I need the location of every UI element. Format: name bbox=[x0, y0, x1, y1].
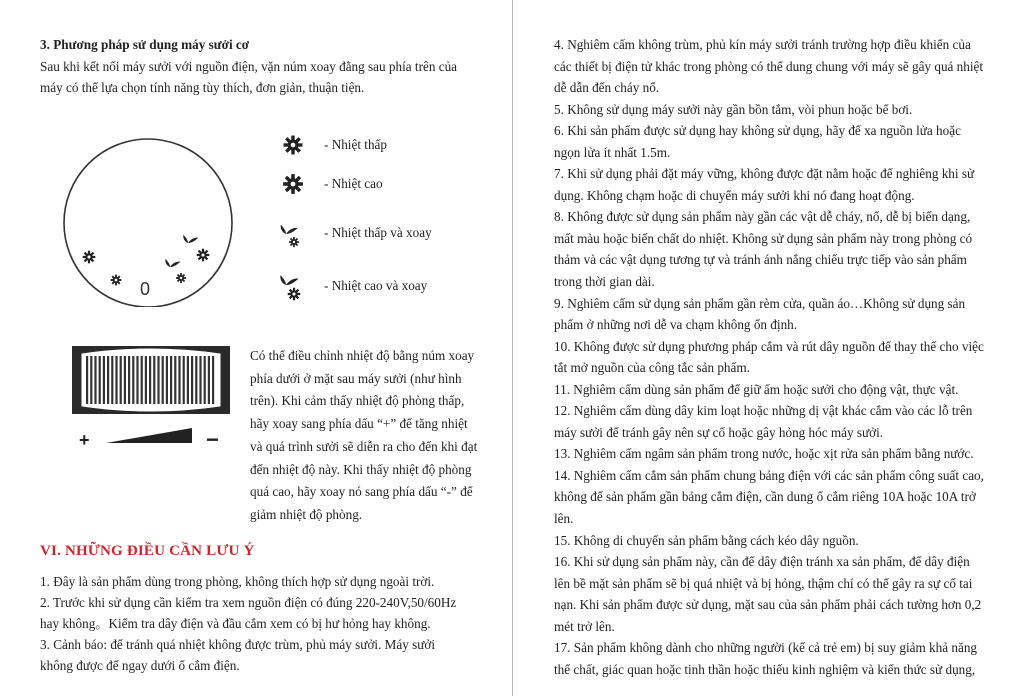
level-wedge bbox=[106, 428, 192, 443]
notes-line: dụng. Không chạm hoặc di chuyển máy sưởi khi nó đang hoạt động. bbox=[554, 187, 915, 203]
knob-ridge bbox=[174, 356, 176, 404]
knob-desc-line: giảm nhiệt độ phòng. bbox=[250, 506, 363, 522]
fan-icon bbox=[183, 235, 198, 243]
knob-ridge bbox=[145, 356, 147, 404]
notes-list-left bbox=[40, 571, 480, 676]
gear-icon bbox=[197, 249, 210, 262]
notes-line: 1. Đây là sản phẩm dùng trong phòng, không thích hợp sử dụng ngoài trời. bbox=[40, 574, 435, 589]
notes-line: mét trở lên. bbox=[554, 618, 615, 634]
knob-desc-line: đến nhiệt độ này. Khi thấy nhiệt độ phòng bbox=[250, 461, 472, 477]
knob-ridge bbox=[149, 356, 151, 404]
knob-ridge bbox=[86, 356, 88, 404]
notes-line: ngọn lửa ít nhất 1.5m. bbox=[554, 144, 671, 160]
notes-line: hay không。Kiểm tra dây điện và đầu cắm xem có bị hư hỏng hay không. bbox=[40, 616, 431, 631]
gear-icon bbox=[111, 275, 122, 286]
knob-ridge bbox=[99, 356, 101, 404]
knob-ridge bbox=[204, 356, 206, 404]
notes-line: dễ dẫn đến cháy nổ. bbox=[554, 80, 660, 96]
notes-line: 3. Cảnh báo: để tránh quá nhiệt không được trùm, phủ máy sưởi. Máy sưởi bbox=[40, 637, 436, 652]
notes-heading: VI. NHỮNG ĐIỀU CẦN LƯU Ý bbox=[40, 543, 255, 559]
notes-line: 5. Không sử dụng máy sưởi này gần bồn tắm, vòi phun hoặc bể bơi. bbox=[554, 101, 913, 117]
notes-line: lên bề mặt sản phẩm sẽ bị quá nhiệt và bị hỏng, thậm chí có thể gây ra sự cố tai bbox=[554, 575, 973, 591]
dial-zero-label: 0 bbox=[140, 279, 151, 299]
notes-line: phẩm ở những nơi dễ va chạm không ổn định. bbox=[554, 317, 798, 333]
notes-line: 17. Sản phẩm không dành cho những người (kể cả trẻ em) bị suy giảm khả năng bbox=[554, 640, 978, 656]
notes-line: mất màu hoặc biến chất do nhiệt. Không sử dụng sản phẩm này trong phòng có bbox=[554, 230, 973, 246]
knob-ridge bbox=[94, 356, 96, 404]
gear-icon bbox=[83, 251, 96, 264]
right-page bbox=[514, 0, 1024, 696]
intro-line: máy có thể lựa chọn tính năng tùy thích, đơn giản, thuận tiện. bbox=[40, 80, 365, 95]
knob-ridge bbox=[107, 356, 109, 404]
knob-ridge bbox=[162, 356, 164, 404]
knob-ridge bbox=[153, 356, 155, 404]
knob-ridge bbox=[191, 356, 193, 404]
notes-line: 6. Khi sản phẩm được sử dụng hay không sử dụng, hãy để xa nguồn lửa hoặc bbox=[554, 123, 961, 139]
fan-gear-icon bbox=[278, 273, 312, 303]
knob-ridge bbox=[178, 356, 180, 404]
legend-label: - Nhiệt cao và xoay bbox=[324, 278, 428, 293]
notes-line: 13. Nghiêm cấm ngâm sản phẩm trong nước, hoặc xịt rửa sản phẩm bằng nước. bbox=[554, 446, 974, 462]
thermostat-knob-diagram bbox=[72, 340, 232, 455]
legend-label: - Nhiệt thấp bbox=[324, 137, 387, 152]
notes-line: thảm và các vật dụng tương tự và tránh ánh nắng chiếu trực tiếp vào sản phẩm bbox=[554, 252, 967, 268]
intro-paragraph bbox=[40, 56, 480, 98]
section-title: 3. Phương pháp sử dụng máy sưởi cơ bbox=[40, 37, 250, 52]
notes-line: 7. Khi sử dụng phải đặt máy vững, không được đặt nằm hoặc để nghiêng khi sử bbox=[554, 166, 975, 182]
notes-list-right bbox=[554, 34, 984, 680]
knob-ridge bbox=[111, 356, 113, 404]
notes-line: 10. Không được sử dụng phương pháp cắm và rút dây nguồn để thay thế cho việc bbox=[554, 338, 984, 354]
plus-sign: + bbox=[79, 430, 90, 450]
notes-line: các thiết bị điện tử khác trong phòng có thể dung chung với máy sẽ gây quá nhiệt bbox=[554, 58, 984, 74]
knob-ridge bbox=[103, 356, 105, 404]
page-divider bbox=[512, 0, 513, 696]
notes-line: máy sưởi để tránh gây nên sự cố hoặc gây hỏng hóc máy sưởi. bbox=[554, 424, 884, 440]
mode-legend bbox=[278, 132, 508, 312]
notes-line: tắt mở nguồn của công tắc sản phẩm. bbox=[554, 360, 750, 376]
legend-label: - Nhiệt thấp và xoay bbox=[324, 225, 432, 240]
knob-ridge bbox=[132, 356, 134, 404]
notes-line: 2. Trước khi sử dụng cần kiểm tra xem nguồn điện có đúng 220-240V,50/60Hz bbox=[40, 595, 457, 610]
fan-icon bbox=[165, 259, 180, 267]
notes-line: 8. Không được sử dụng sản phẩm này gần các vật dễ cháy, nổ, dễ bị biến dạng, bbox=[554, 209, 971, 225]
knob-ridge bbox=[166, 356, 168, 404]
knob-ridge bbox=[212, 356, 214, 404]
gear-icon bbox=[176, 273, 186, 283]
knob-ridge bbox=[90, 356, 92, 404]
knob-desc-line: và quá trình sưởi sẽ diễn ra cho đến khi đạt bbox=[250, 438, 478, 454]
knob-ridge bbox=[170, 356, 172, 404]
knob-ridge bbox=[115, 356, 117, 404]
notes-line: trong thời gian dài. bbox=[554, 274, 655, 290]
knob-desc-line: quá cao, hãy xoay nó sang phía dấu “-” để bbox=[250, 484, 473, 500]
notes-line: không được để ngay dưới ổ cắm điện. bbox=[40, 658, 240, 673]
intro-line: Sau khi kết nối máy sưởi với nguồn điện, vặn núm xoay đằng sau phía trên của bbox=[40, 59, 458, 74]
knob-desc-line: Có thể điều chỉnh nhiệt độ bằng núm xoay bbox=[250, 348, 475, 363]
notes-line: lên. bbox=[554, 511, 574, 527]
knob-ridge bbox=[124, 356, 126, 404]
knob-ridge bbox=[195, 356, 197, 404]
knob-ridge bbox=[199, 356, 201, 404]
knob-ridge bbox=[141, 356, 143, 404]
gear-icon bbox=[278, 171, 308, 197]
knob-desc-line: trên). Khi cảm thấy nhiệt độ phòng thấp, bbox=[250, 393, 465, 409]
notes-line: 15. Không di chuyển sản phẩm bằng cách kéo dây nguồn. bbox=[554, 532, 859, 548]
gear-icon bbox=[278, 132, 308, 158]
knob-desc-line: hãy xoay sang phía dấu “+” để tăng nhiệt bbox=[250, 416, 468, 432]
knob-ridge bbox=[120, 356, 122, 404]
knob-ridge bbox=[157, 356, 159, 404]
knob-ridge bbox=[208, 356, 210, 404]
knob-ridge bbox=[187, 356, 189, 404]
notes-line: thể chất, giác quan hoặc tinh thần hoặc thiếu kinh nghiệm và kiến thức sử dụng, bbox=[554, 661, 976, 677]
knob-ridge bbox=[128, 356, 130, 404]
dial-diagram bbox=[60, 135, 240, 307]
notes-line: 4. Nghiêm cấm không trùm, phủ kín máy sưởi tránh trường hợp điều khiển của bbox=[554, 37, 971, 52]
fan-gear-icon bbox=[278, 220, 312, 250]
notes-line: không để sản phẩm gần bảng cắm điện, cần dung ổ cắm riêng 10A hoặc 10A trở bbox=[554, 489, 976, 505]
notes-line: 9. Nghiêm cấm sử dụng sản phẩm gần rèm cửa, quần áo…Không sử dụng sản bbox=[554, 295, 966, 311]
knob-desc-line: phía dưới ở mặt sau máy sưởi (như hình bbox=[250, 370, 462, 386]
knob-ridge bbox=[136, 356, 138, 404]
minus-sign: − bbox=[206, 427, 219, 452]
notes-line: 12. Nghiêm cấm dùng dây kim loạt hoặc những dị vật khác cắm vào các lỗ trên bbox=[554, 403, 973, 419]
notes-line: 14. Nghiêm cấm cắm sản phẩm chung bảng điện với các sản phẩm công suất cao, bbox=[554, 467, 984, 483]
notes-line: 11. Nghiêm cấm dùng sản phẩm để giữ ấm hoặc sưởi cho động vật, thực vật. bbox=[554, 381, 959, 397]
legend-label: - Nhiệt cao bbox=[324, 176, 383, 191]
notes-line: nạn. Khi sản phẩm được sử dụng, mặt sau của sản phẩm phải cách tường hơn 0,2 bbox=[554, 597, 982, 613]
knob-description bbox=[250, 345, 486, 527]
notes-line: 16. Khi sử dụng sản phẩm này, cần để dây điện tránh xa sản phẩm, để dây điện bbox=[554, 554, 970, 570]
knob-ridge bbox=[183, 356, 185, 404]
